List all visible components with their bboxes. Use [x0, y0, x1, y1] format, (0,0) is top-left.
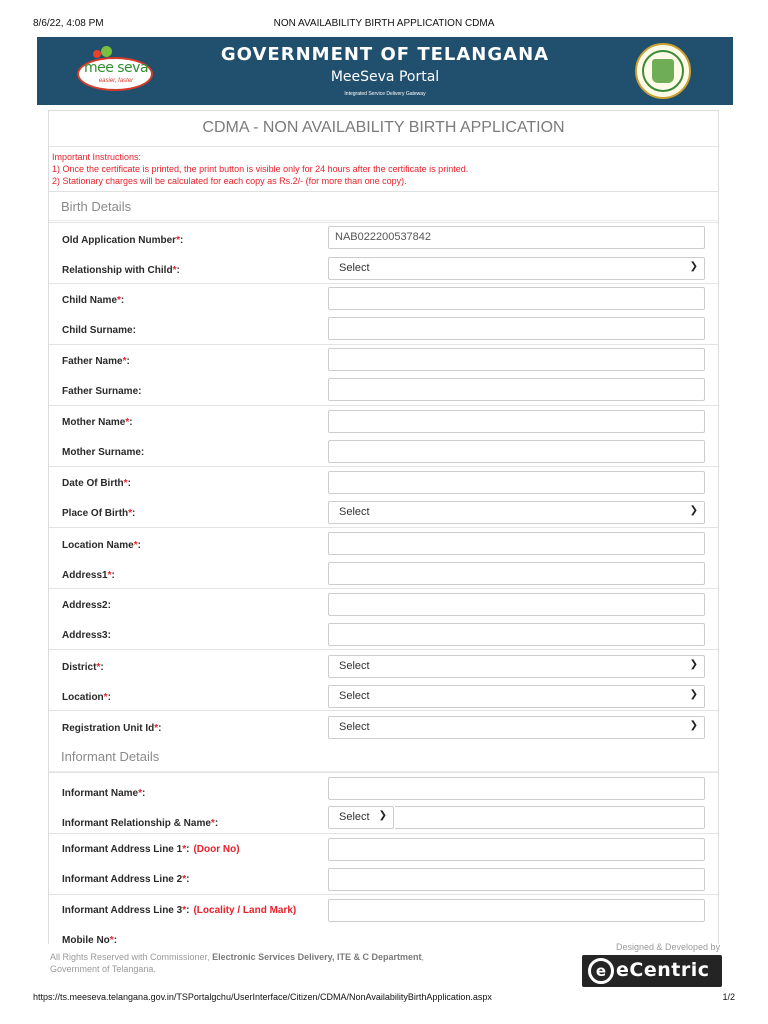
field-group: [49, 772, 718, 833]
ecentric-logo-icon: e eCentric: [582, 955, 722, 987]
designed-by: Designed & Developed by: [616, 942, 721, 952]
mother-surname-label: Mother Surname:: [62, 447, 145, 458]
informant-name-input[interactable]: [328, 777, 705, 800]
old-app-number-label: Old Application Number*:: [62, 235, 184, 246]
district-select[interactable]: Select ❯: [328, 655, 705, 678]
developer-name: eCentric: [616, 959, 710, 981]
location-label: Location*:: [62, 692, 111, 703]
address1-input[interactable]: [328, 562, 705, 585]
informant-address2-input[interactable]: [328, 868, 705, 891]
reg-unit-select[interactable]: Select ❯: [328, 716, 705, 739]
instruction-line-2: 2) Stationary charges will be calculated for each copy as Rs.2/- (for more than one copy).: [52, 176, 407, 186]
field-group: [49, 710, 718, 742]
father-name-input[interactable]: [328, 348, 705, 371]
footer-rights: All Rights Reserved with Commissioner, Electronic Services Delivery, ITE & C Department, Government of Telangana.: [50, 952, 424, 974]
child-name-label: Child Name*:: [62, 295, 125, 306]
page-title: CDMA - NON AVAILABILITY BIRTH APPLICATION: [202, 119, 565, 136]
chevron-down-icon: ❯: [689, 659, 698, 670]
print-footer: [33, 992, 735, 1004]
address2-label: Address2:: [62, 600, 111, 611]
print-page-title: NON AVAILABILITY BIRTH APPLICATION CDMA: [273, 18, 495, 29]
field-group: [49, 344, 718, 405]
logo-name: mee seva: [83, 60, 149, 76]
district-label: District*:: [62, 662, 104, 673]
old-app-number-field[interactable]: NAB022200537842: [328, 226, 705, 249]
location-select[interactable]: Select ❯: [328, 685, 705, 708]
instructions-heading: Important Instructions:: [52, 152, 142, 162]
birth-details-heading: Birth Details: [49, 191, 718, 221]
informant-address1-input[interactable]: [328, 838, 705, 861]
important-instructions: [52, 151, 468, 187]
address3-label: Address3:: [62, 630, 111, 641]
relationship-select[interactable]: Select ❯: [328, 257, 705, 280]
place-of-birth-select[interactable]: Select ❯: [328, 501, 705, 524]
informant-details-heading: Informant Details: [49, 742, 718, 772]
chevron-down-icon: ❯: [689, 689, 698, 700]
child-surname-input[interactable]: [328, 317, 705, 340]
chevron-down-icon: ❯: [689, 505, 698, 516]
header-banner: [37, 37, 733, 105]
print-datetime: 8/6/22, 4:08 PM: [33, 18, 104, 29]
father-surname-label: Father Surname:: [62, 386, 142, 397]
field-group: [49, 649, 718, 710]
field-group: [49, 283, 718, 344]
instruction-line-1: 1) Once the certificate is printed, the print button is visible only for 24 hours after the certificate is printed.: [52, 164, 469, 174]
informant-address3-label: Informant Address Line 3*: (Locality / Land Mark): [62, 905, 297, 916]
location-name-label: Location Name*:: [62, 540, 141, 551]
field-group: [49, 588, 718, 649]
child-name-input[interactable]: [328, 287, 705, 310]
field-group: [49, 894, 718, 945]
address3-input[interactable]: [328, 623, 705, 646]
field-group: [49, 833, 718, 894]
field-group: [49, 222, 718, 283]
mother-name-label: Mother Name*:: [62, 417, 133, 428]
father-surname-input[interactable]: [328, 378, 705, 401]
footer-government: Government of Telangana.: [50, 964, 156, 974]
chevron-down-icon: ❯: [378, 810, 387, 821]
telangana-emblem-icon: [635, 43, 691, 99]
banner-title: GOVERNMENT OF TELANGANA: [220, 44, 550, 65]
address2-input[interactable]: [328, 593, 705, 616]
chevron-down-icon: ❯: [689, 720, 698, 731]
field-group: [49, 466, 718, 527]
chevron-down-icon: ❯: [689, 261, 698, 272]
informant-relationship-select[interactable]: Select ❯: [328, 806, 394, 829]
informant-address2-label: Informant Address Line 2*:: [62, 874, 190, 885]
page-number: 1/2: [722, 992, 735, 1002]
informant-address3-input[interactable]: [328, 899, 705, 922]
reg-unit-label: Registration Unit Id*:: [62, 723, 162, 734]
banner-subtitle: MeeSeva Portal: [330, 69, 440, 85]
mobile-label: Mobile No*:: [62, 935, 118, 946]
mother-surname-input[interactable]: [328, 440, 705, 463]
place-of-birth-label: Place Of Birth*:: [62, 508, 136, 519]
child-surname-label: Child Surname:: [62, 325, 136, 336]
informant-address1-label: Informant Address Line 1*: (Door No): [62, 844, 240, 855]
logo-tagline: easier, faster: [98, 78, 134, 84]
field-group: [49, 405, 718, 466]
dob-label: Date Of Birth*:: [62, 478, 131, 489]
address1-label: Address1*:: [62, 570, 115, 581]
relationship-label: Relationship with Child*:: [62, 265, 180, 276]
page-url: https://ts.meeseva.telangana.gov.in/TSPortalgchu/UserInterface/Citizen/CDMA/NonAvailabilityBirthApplication.aspx: [33, 992, 492, 1002]
dob-input[interactable]: [328, 471, 705, 494]
informant-name-label: Informant Name*:: [62, 788, 146, 799]
application-form: [48, 110, 719, 944]
location-name-input[interactable]: [328, 532, 705, 555]
print-header: [33, 18, 735, 30]
informant-relationship-name-input[interactable]: [395, 806, 705, 829]
informant-relationship-label: Informant Relationship & Name*:: [62, 818, 219, 829]
father-name-label: Father Name*:: [62, 356, 130, 367]
footer-department: Electronic Services Delivery, ITE & C Department: [212, 952, 422, 962]
mother-name-input[interactable]: [328, 410, 705, 433]
field-group: [49, 527, 718, 588]
banner-tagline: Integrated Service Delivery Gateway: [344, 91, 426, 97]
